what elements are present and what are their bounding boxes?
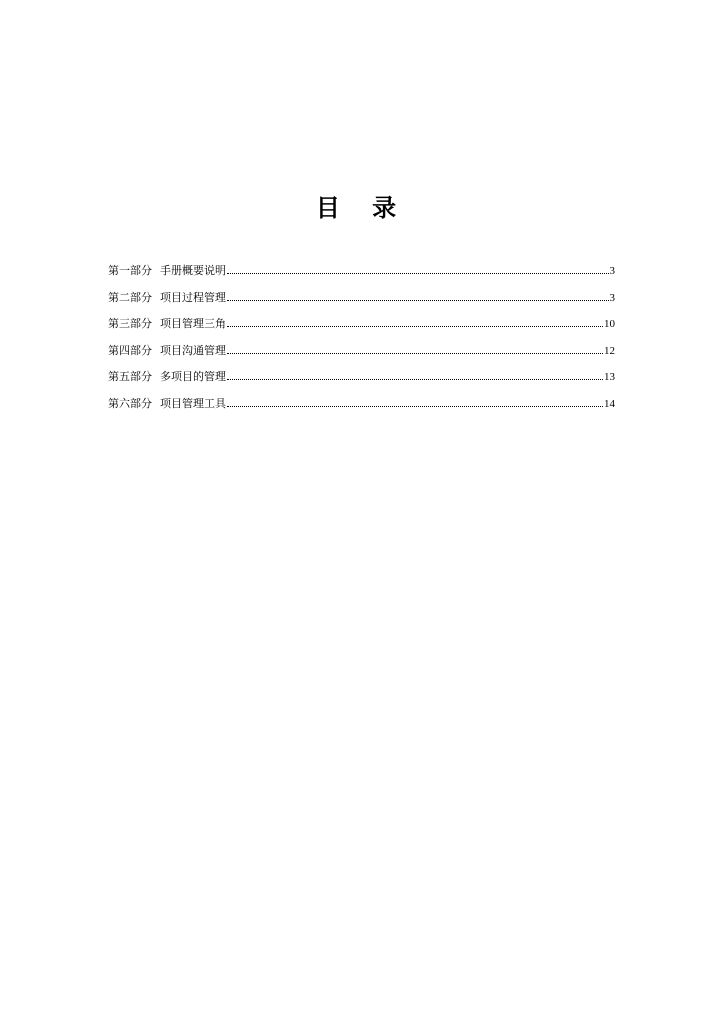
toc-page-number: 3 [609,291,615,304]
toc-entry[interactable] [108,370,615,397]
page-title: 目 录 [315,194,409,222]
toc-part-label: 第三部分 [108,317,152,331]
toc-entry[interactable] [108,264,615,291]
toc-page-number: 14 [604,397,615,410]
toc-entry[interactable] [108,291,615,318]
toc-entry-title: 项目沟通管理 [160,343,226,357]
toc-part-label: 第五部分 [108,370,152,384]
dot-leader [227,406,603,407]
dot-leader [227,326,603,327]
dot-leader [227,273,609,274]
dot-leader [227,379,603,380]
dot-leader [227,300,609,301]
toc-part-label: 第二部分 [108,290,152,304]
dot-leader [227,353,603,354]
toc-page-number: 12 [604,344,615,357]
toc-entry-title: 项目管理工具 [160,396,226,410]
toc-entry[interactable] [108,397,615,424]
toc-page-number: 13 [604,371,615,384]
toc-page-number: 3 [609,265,615,277]
toc-page-number: 10 [604,318,615,331]
toc-entry-title: 手册概要说明 [160,264,226,277]
toc-part-label: 第一部分 [108,264,152,277]
toc-entry[interactable] [108,317,615,344]
toc-entry-title: 项目管理三角 [160,317,226,331]
table-of-contents [108,264,615,424]
toc-entry-title: 多项目的管理 [160,370,226,384]
toc-part-label: 第四部分 [108,343,152,357]
toc-entry[interactable] [108,344,615,371]
toc-entry-title: 项目过程管理 [160,290,226,304]
toc-part-label: 第六部分 [108,396,152,410]
